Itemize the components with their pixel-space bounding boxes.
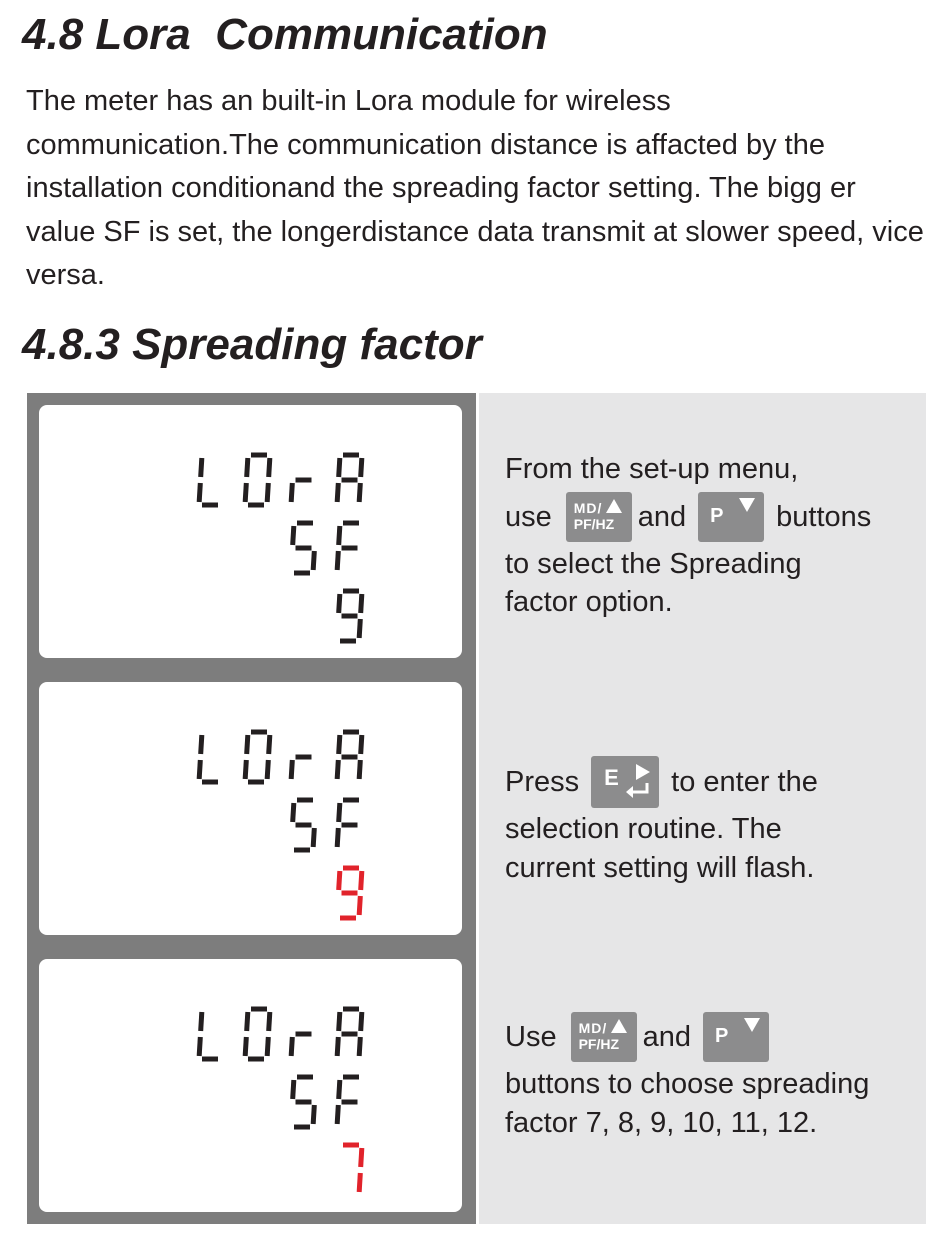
up-triangle-icon <box>611 1019 627 1033</box>
down-triangle-icon <box>744 1018 760 1032</box>
lcd-digit <box>337 523 359 570</box>
intro-paragraph: The meter has an built-in Lora module for wireless communication.The communication distance is affacted by the installation conditionand the spreading factor setting. The bigg er value SF is set, the longerdistance data transmit at slower speed, vice versa. <box>26 85 924 291</box>
lcd-screen <box>39 959 462 1212</box>
lcd-panel <box>27 393 476 670</box>
p-button-icon: P <box>703 1012 769 1062</box>
lcd-digit <box>337 1009 362 1056</box>
md-pf-hz-button-icon: MD/ PF/HZ <box>571 1012 637 1062</box>
lcd-digit <box>199 735 218 782</box>
instruction-line: From the set-up menu, <box>505 453 799 485</box>
lcd-screen <box>39 682 462 935</box>
return-arrow-icon <box>625 782 651 798</box>
lcd-digit <box>291 480 311 502</box>
lcd-display <box>39 682 462 935</box>
instruction-line: buttons to choose spreading <box>505 1068 870 1100</box>
instruction-word: Use <box>505 1020 557 1053</box>
lcd-digit <box>293 800 315 850</box>
lcd-digit <box>339 868 362 918</box>
p-button-icon: P <box>698 492 764 542</box>
instruction-word: and <box>642 1020 691 1053</box>
lcd-panel <box>27 670 476 947</box>
step-row-3 <box>27 947 926 1224</box>
instruction-line: to select the Spreading <box>505 548 802 580</box>
lcd-panel <box>27 947 476 1224</box>
lcd-digit <box>291 1034 311 1056</box>
lcd-display <box>39 959 462 1212</box>
up-triangle-icon <box>606 499 622 513</box>
lcd-digit <box>293 523 315 573</box>
lcd-digit <box>293 1077 315 1127</box>
lcd-digit <box>337 455 362 502</box>
instruction-panel <box>479 670 926 947</box>
instruction-word: Press <box>505 765 580 798</box>
lcd-digit <box>199 458 218 505</box>
instruction-word: and <box>637 500 687 533</box>
instruction-word: to enter the <box>671 765 818 798</box>
e-enter-button-icon: E <box>591 756 659 808</box>
lcd-digit <box>343 1145 362 1192</box>
instruction-panel <box>479 947 926 1224</box>
lcd-digit <box>339 591 362 641</box>
instruction-line: factor option. <box>505 586 673 618</box>
md-pf-hz-button-icon: MD/ PF/HZ <box>566 492 632 542</box>
lcd-screen <box>39 405 462 658</box>
lcd-digit <box>245 1009 270 1059</box>
instruction-word: buttons <box>776 500 872 533</box>
lcd-digit <box>337 1077 359 1124</box>
lcd-digit <box>245 455 270 505</box>
instruction-line: factor 7, 8, 9, 10, 11, 12. <box>505 1107 818 1139</box>
instruction-word: use <box>505 500 552 533</box>
lcd-digit <box>199 1012 218 1059</box>
section-heading: 4.8 Lora Communication <box>22 10 548 59</box>
step-row-2 <box>27 670 926 947</box>
lcd-digit <box>337 800 359 847</box>
lcd-digit <box>291 757 311 779</box>
instruction-line: current setting will flash. <box>505 852 815 884</box>
instruction-line: selection routine. The <box>505 813 782 845</box>
lcd-digit <box>245 732 270 782</box>
lcd-display <box>39 405 462 658</box>
subsection-heading: 4.8.3 Spreading factor <box>22 320 482 369</box>
lcd-digit <box>337 732 362 779</box>
instruction-panel <box>479 393 926 670</box>
down-triangle-icon <box>739 498 755 512</box>
step-row-1 <box>27 393 926 670</box>
right-triangle-icon <box>636 764 650 780</box>
